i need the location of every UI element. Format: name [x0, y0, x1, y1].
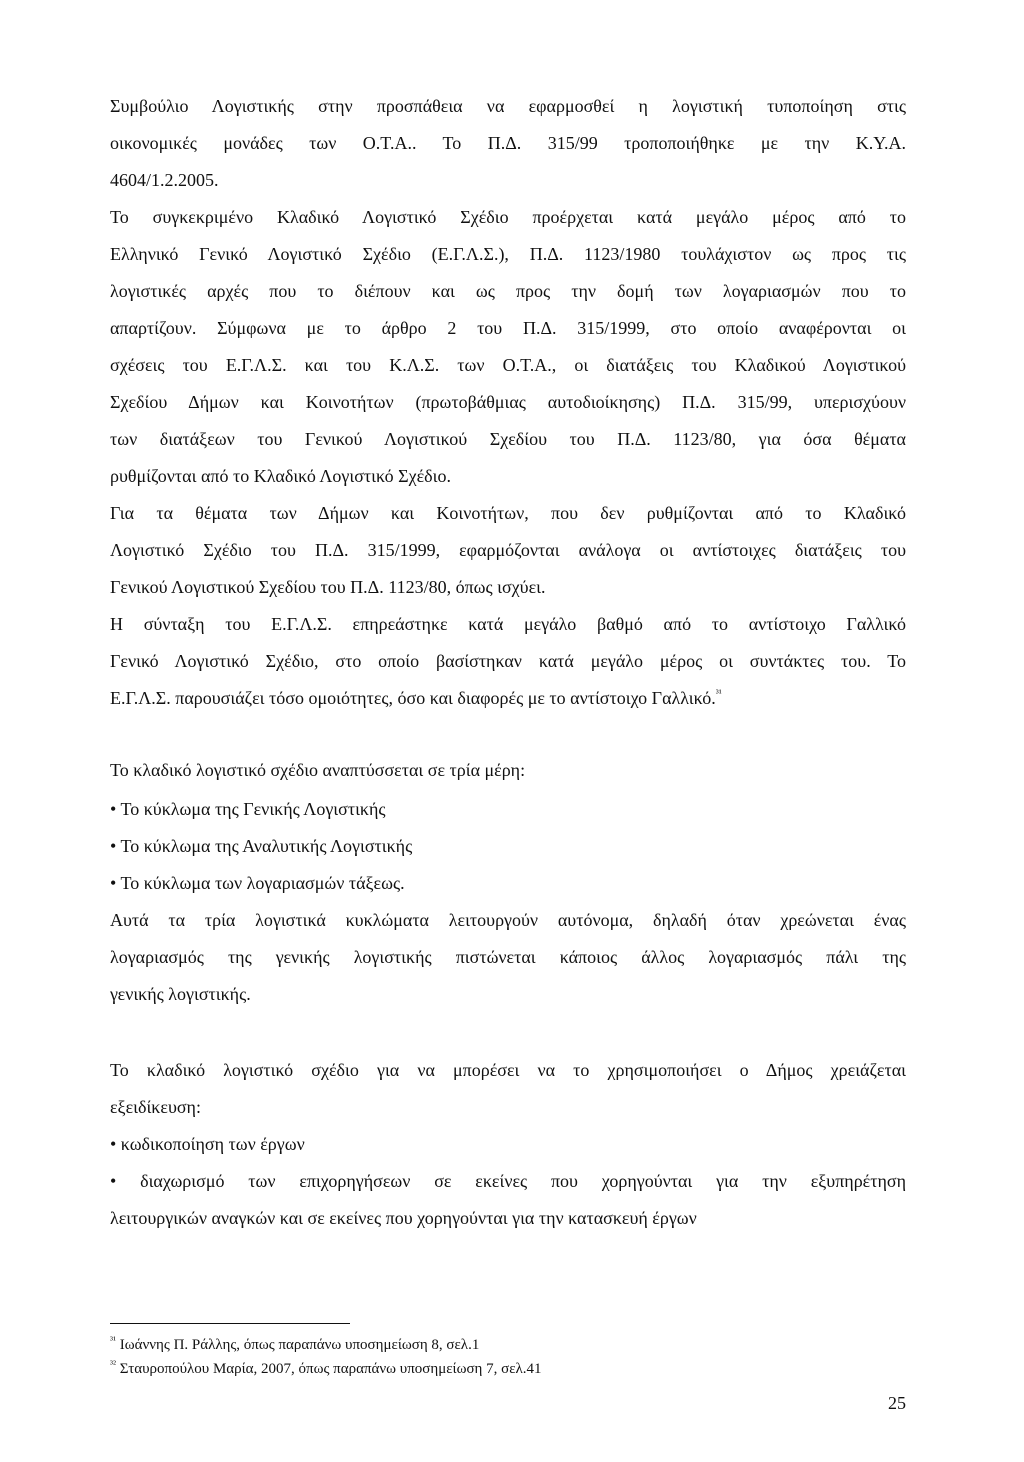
paragraph-line: απαρτίζουν. Σύμφωνα με το άρθρο 2 του Π.Δ. 315/1999, στο οποίο αναφέρονται οι: [110, 318, 906, 338]
paragraph-line: λογιστικές αρχές που το διέπουν και ως προς την δομή των λογαριασμών που το: [110, 281, 906, 301]
footnote-separator: [110, 1323, 350, 1324]
paragraph-line: Γενικό Λογιστικό Σχέδιο, στο οποίο βασίστηκαν κατά μεγάλο μέρος οι συντάκτες του. Το: [110, 651, 906, 671]
paragraph-line: Λογιστικό Σχέδιο του Π.Δ. 315/1999, εφαρμόζονται ανάλογα οι αντίστοιχες διατάξεις του: [110, 540, 906, 560]
paragraph-line: Σχεδίου Δήμων και Κοινοτήτων (πρωτοβάθμιας αυτοδιοίκησης) Π.Δ. 315/99, υπερισχύουν: [110, 392, 906, 412]
paragraph-line: των διατάξεων του Γενικού Λογιστικού Σχεδίου του Π.Δ. 1123/80, για όσα θέματα: [110, 429, 906, 449]
footnote: [110, 1360, 810, 1378]
footnote-text: Ιωάννης Π. Ράλλης, όπως παραπάνω υποσημείωση 8, σελ.1: [119, 1337, 480, 1353]
footnote-text: Σταυροπούλου Μαρία, 2007, όπως παραπάνω υποσημείωση 7, σελ.41: [119, 1361, 542, 1377]
paragraph-line: Αυτά τα τρία λογιστικά κυκλώματα λειτουργούν αυτόνομα, δηλαδή όταν χρεώνεται ένας: [110, 910, 906, 930]
section-intro: Το κλαδικό λογιστικό σχέδιο αναπτύσσεται σε τρία μέρη:: [110, 760, 526, 780]
footnote-reference[interactable]: ³¹: [715, 688, 722, 699]
footnote-mark: ³¹: [110, 1335, 116, 1346]
paragraph-line: σχέσεις του Ε.Γ.Λ.Σ. και του Κ.Λ.Σ. των Ο.Τ.Α., οι διατάξεις του Κλαδικού Λογιστικού: [110, 355, 906, 375]
paragraph-line: γενικής λογιστικής.: [110, 984, 251, 1004]
bullet-item: • Το κύκλωμα των λογαριασμών τάξεως.: [110, 873, 405, 893]
bullet-item: • Το κύκλωμα της Γενικής Λογιστικής: [110, 799, 386, 819]
bullet-item: • Το κύκλωμα της Αναλυτικής Λογιστικής: [110, 836, 413, 856]
paragraph-line: οικονομικές μονάδες των Ο.Τ.Α.. Το Π.Δ. 315/99 τροποποιήθηκε με την Κ.Υ.Α.: [110, 133, 906, 153]
bullet-item: • κωδικοποίηση των έργων: [110, 1134, 305, 1154]
paragraph-line: [110, 686, 906, 710]
footnote-mark: ³²: [110, 1359, 116, 1370]
paragraph-line: Για τα θέματα των Δήμων και Κοινοτήτων, που δεν ρυθμίζονται από το Κλαδικό: [110, 503, 906, 523]
bullet-item: • διαχωρισμό των επιχορηγήσεων σε εκείνες που χορηγούνται για την εξυπηρέτηση: [110, 1171, 906, 1191]
paragraph-line: Η σύνταξη του Ε.Γ.Λ.Σ. επηρεάστηκε κατά μεγάλο βαθμό από το αντίστοιχο Γαλλικό: [110, 614, 906, 634]
page-number: 25: [888, 1393, 906, 1413]
paragraph-line: Ελληνικό Γενικό Λογιστικό Σχέδιο (Ε.Γ.Λ.Σ.), Π.Δ. 1123/1980 τουλάχιστον ως προς τις: [110, 244, 906, 264]
paragraph-line: Το κλαδικό λογιστικό σχέδιο για να μπορέσει να το χρησιμοποιήσει ο Δήμος χρειάζεται: [110, 1060, 906, 1080]
paragraph-line: Το συγκεκριμένο Κλαδικό Λογιστικό Σχέδιο προέρχεται κατά μεγάλο μέρος από το: [110, 207, 906, 227]
paragraph-line: εξειδίκευση:: [110, 1097, 201, 1117]
paragraph-text: Ε.Γ.Λ.Σ. παρουσιάζει τόσο ομοιότητες, όσο και διαφορές με το αντίστοιχο Γαλλικό.: [110, 688, 716, 708]
paragraph-line: ρυθμίζονται από το Κλαδικό Λογιστικό Σχέδιο.: [110, 466, 452, 486]
paragraph-line: 4604/1.2.2005.: [110, 170, 219, 190]
paragraph-line: λογαριασμός της γενικής λογιστικής πιστώνεται κάποιος άλλος λογαριασμός πάλι της: [110, 947, 906, 967]
paragraph-line: λειτουργικών αναγκών και σε εκείνες που χορηγούνται για την κατασκευή έργων: [110, 1208, 697, 1228]
footnote: [110, 1336, 810, 1354]
paragraph-line: Γενικού Λογιστικού Σχεδίου του Π.Δ. 1123/80, όπως ισχύει.: [110, 577, 546, 597]
paragraph-line: Συμβούλιο Λογιστικής στην προσπάθεια να εφαρμοσθεί η λογιστική τυποποίηση στις: [110, 96, 906, 116]
